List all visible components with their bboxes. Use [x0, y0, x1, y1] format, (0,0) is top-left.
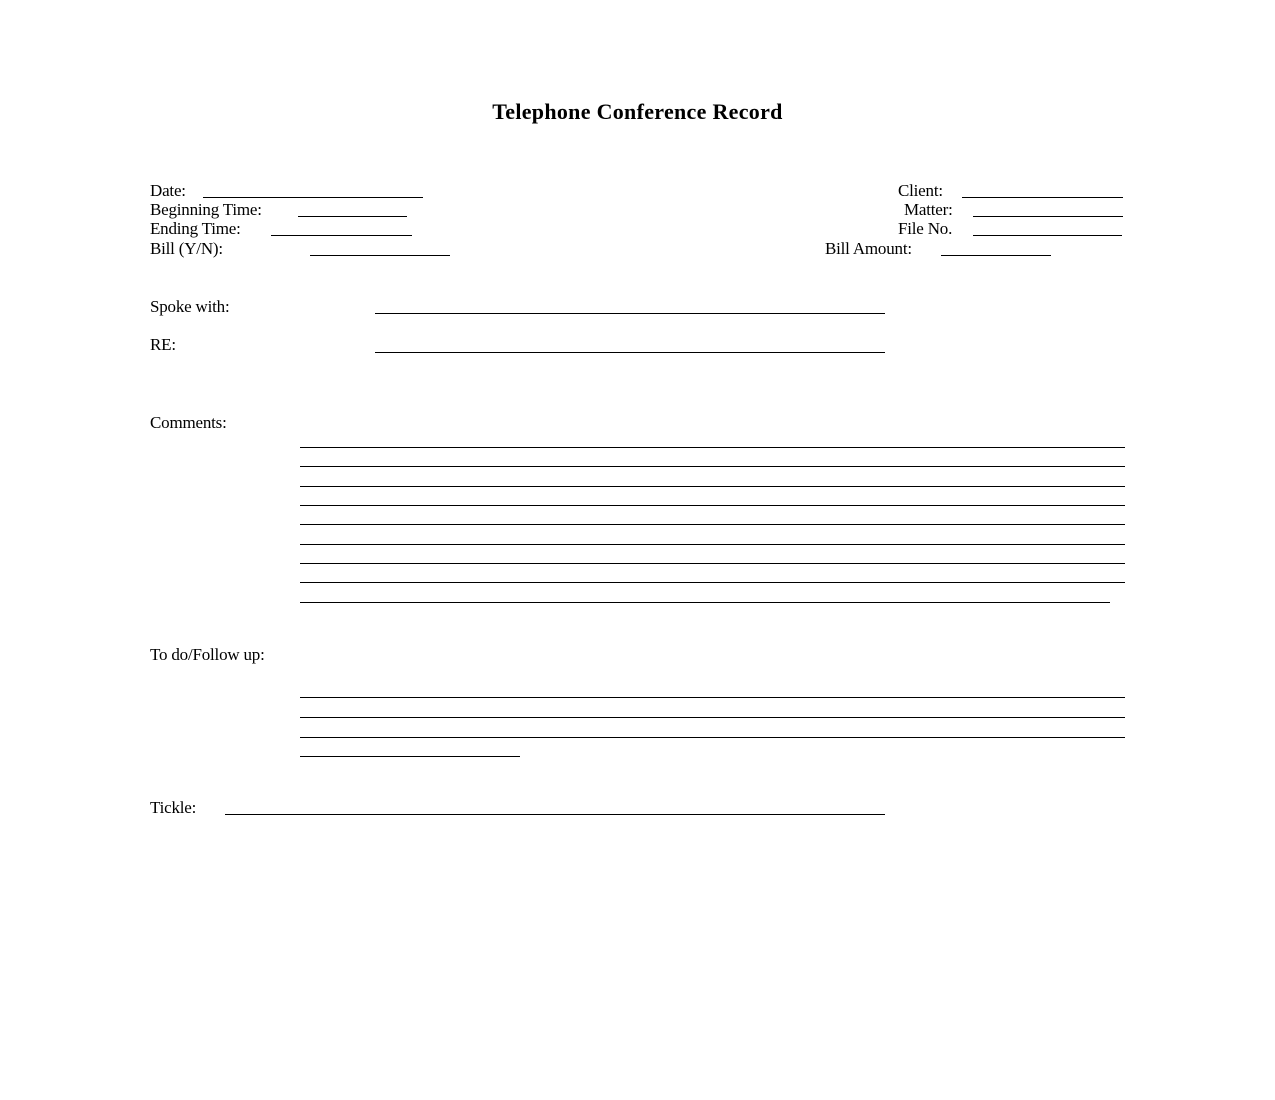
comment-line[interactable]: [300, 466, 1125, 467]
page-title: Telephone Conference Record: [492, 99, 783, 124]
beginning-time-label: Beginning Time:: [150, 200, 262, 219]
bill-yn-label: Bill (Y/N):: [150, 239, 223, 258]
spoke-with-field[interactable]: [375, 313, 885, 314]
beginning-time-field[interactable]: [298, 216, 407, 217]
matter-field[interactable]: [973, 216, 1123, 217]
file-no-label: File No.: [898, 219, 953, 238]
comment-line[interactable]: [300, 524, 1125, 525]
comment-line[interactable]: [300, 486, 1125, 487]
matter-label: Matter:: [904, 200, 953, 219]
todo-line[interactable]: [300, 717, 1125, 718]
comment-line[interactable]: [300, 602, 1110, 603]
comment-line[interactable]: [300, 447, 1125, 448]
comments-label: Comments:: [150, 413, 227, 432]
bill-amount-label: Bill Amount:: [825, 239, 912, 258]
bill-yn-field[interactable]: [310, 255, 450, 256]
comment-line[interactable]: [300, 505, 1125, 506]
bill-amount-field[interactable]: [941, 255, 1051, 256]
tickle-label: Tickle:: [150, 798, 197, 817]
comment-line[interactable]: [300, 582, 1125, 583]
comment-line[interactable]: [300, 544, 1125, 545]
todo-line[interactable]: [300, 737, 1125, 738]
re-field[interactable]: [375, 352, 885, 353]
todo-line[interactable]: [300, 697, 1125, 698]
ending-time-field[interactable]: [271, 235, 412, 236]
spoke-with-label: Spoke with:: [150, 297, 230, 316]
ending-time-label: Ending Time:: [150, 219, 241, 238]
comment-line[interactable]: [300, 563, 1125, 564]
client-field[interactable]: [962, 197, 1123, 198]
re-label: RE:: [150, 335, 176, 354]
tickle-field[interactable]: [225, 814, 885, 815]
client-label: Client:: [898, 181, 943, 200]
todo-label: To do/Follow up:: [150, 645, 265, 664]
file-no-field[interactable]: [973, 235, 1122, 236]
date-field[interactable]: [203, 197, 423, 198]
todo-line[interactable]: [300, 756, 520, 757]
date-label: Date:: [150, 181, 186, 200]
